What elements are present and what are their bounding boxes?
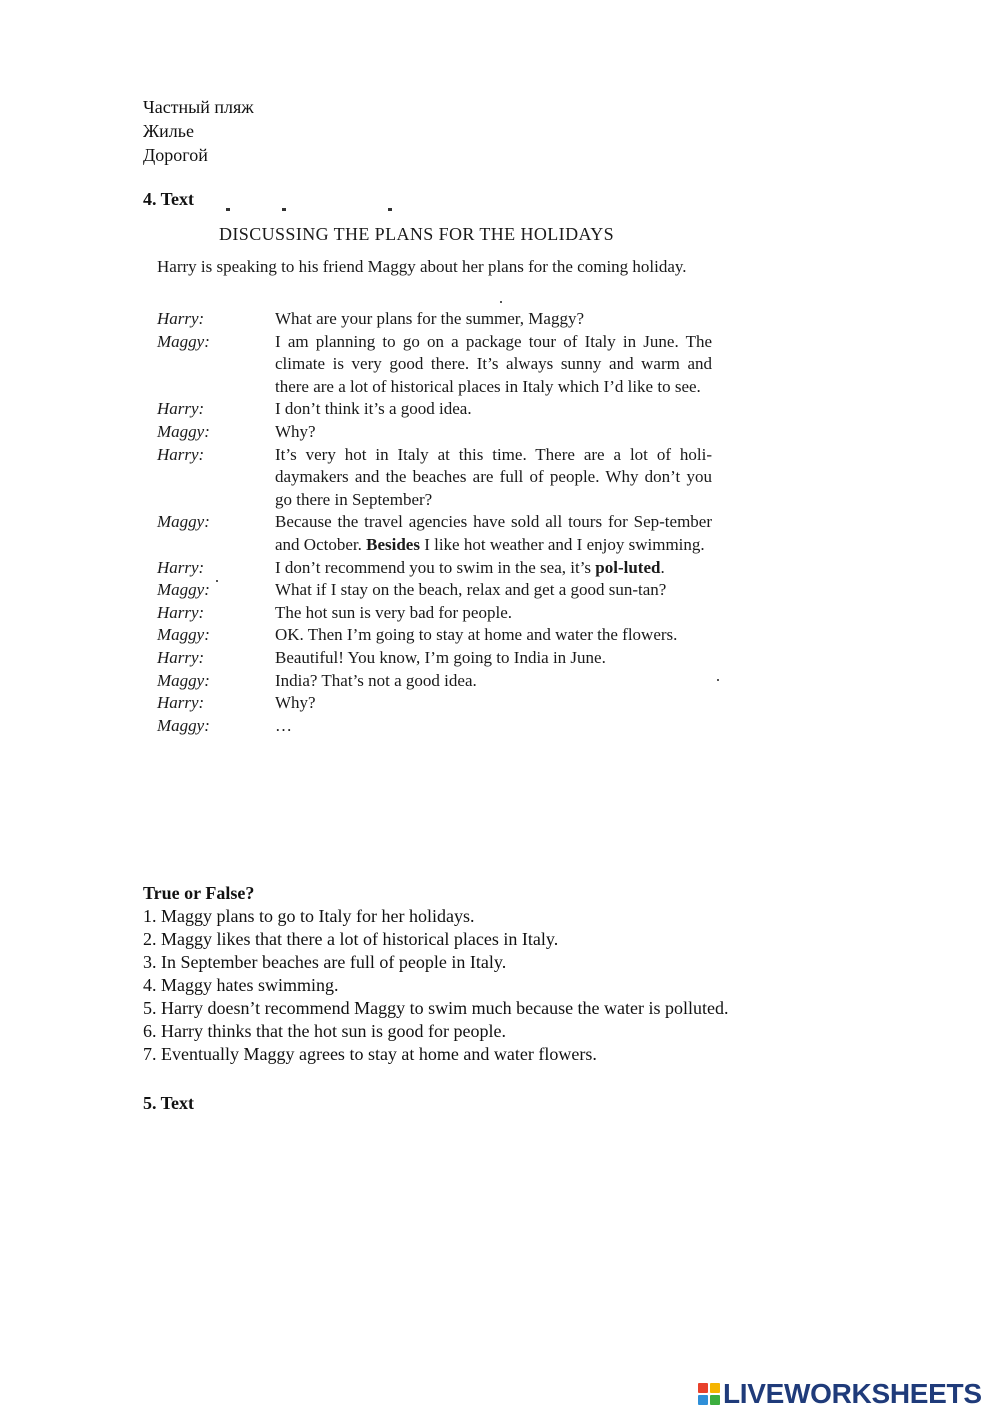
dialog-text: What if I stay on the beach, relax and get a good sun-tan? [275, 580, 667, 600]
dialog-turn [157, 624, 717, 647]
dialog-speaker: Maggy: [157, 331, 210, 351]
vocab-item: Дорогой [143, 145, 208, 165]
dialog-turn [157, 511, 717, 556]
true-false-item: 5. Harry doesn’t recommend Maggy to swim much because the water is polluted. [143, 998, 729, 1018]
dialog-turn [157, 715, 717, 738]
dialog-intro: Harry is speaking to his friend Maggy about her plans for the coming holiday. [157, 257, 687, 276]
dialog-text: … [275, 715, 292, 735]
dialog-text: I like hot weather and I enjoy swimming. [419, 534, 705, 554]
dialog-line [275, 398, 712, 421]
dialog-speaker: Maggy: [157, 421, 210, 441]
dialog-text: I don’t think it’s a good idea. [275, 399, 472, 419]
liveworksheets-logo [698, 1380, 982, 1408]
dialog-turn [157, 579, 717, 602]
dialog-text: Why? [275, 693, 316, 713]
dialog-turn [157, 444, 717, 512]
true-false-item: 7. Eventually Maggy agrees to stay at home and water flowers. [143, 1044, 597, 1064]
dialog-line [275, 511, 712, 556]
dialog-line [275, 444, 712, 512]
dialog-text: Why? [275, 421, 316, 441]
bold-word: pol-luted [595, 557, 661, 577]
dialog-turn [157, 308, 717, 331]
dialog-speaker: Maggy: [157, 625, 210, 645]
true-false-title: True or False? [143, 883, 255, 903]
dialog-text: It’s very hot in Italy at this time. There are a lot of holi-daymakers and the beaches are full of people. Why don’t you go there in September? [275, 444, 712, 509]
dialog-line [275, 692, 712, 715]
dialog-text: What are your plans for the summer, Maggy? [275, 309, 584, 328]
dialog-text: I am planning to go on a package tour of Italy in June. The climate is very good there. It’s always sunny and warm and there are a lot of historical places in Italy which I’d like to see. [275, 331, 712, 396]
dialog-line [275, 331, 712, 399]
logo-mark-icon [698, 1383, 720, 1405]
dialog-speaker: Harry: [157, 557, 205, 577]
dialog-speaker: Harry: [157, 647, 205, 667]
dialog-line [275, 624, 712, 647]
logo-square [698, 1383, 708, 1393]
dialog-speaker: Maggy: [157, 580, 210, 600]
vocab-item: Частный пляж [143, 97, 254, 117]
vocab-item: Жилье [143, 121, 194, 141]
dialog-line [275, 670, 712, 693]
dialog-speaker: Harry: [157, 309, 205, 328]
scan-speck [717, 679, 719, 681]
true-false-item: 2. Maggy likes that there a lot of historical places in Italy. [143, 929, 559, 949]
dialog-text: Because the travel agencies have sold all tours for Sep-tember and October. [275, 512, 712, 554]
dialog-turn [157, 421, 717, 444]
dialog-text: I don’t recommend you to swim in the sea, it’s [275, 557, 596, 577]
dialog-line [275, 308, 712, 331]
dialog-title: DISCUSSING THE PLANS FOR THE HOLIDAYS [219, 224, 615, 244]
dialog-line [275, 715, 712, 738]
section-5-heading: 5. Text [143, 1093, 195, 1113]
dialog-speaker: Harry: [157, 444, 205, 464]
dialog-line [275, 647, 712, 670]
dialog-speaker: Harry: [157, 399, 205, 419]
dialog-line [275, 557, 712, 580]
dialog-text: The hot sun is very bad for people. [275, 602, 512, 622]
bold-word: Besides [366, 534, 420, 554]
dialog-turn [157, 647, 717, 670]
true-false-list [143, 905, 729, 1066]
dialog-turn [157, 398, 717, 421]
dialog-speaker: Maggy: [157, 670, 210, 690]
dialog-turn [157, 557, 717, 580]
true-false-section [143, 882, 729, 1066]
dialog-text: Beautiful! You know, I’m going to India in June. [275, 647, 606, 667]
dialog-turn [157, 692, 717, 715]
dialog-text: OK. Then I’m going to stay at home and water the flowers. [275, 625, 678, 645]
logo-square [710, 1383, 720, 1393]
logo-square [710, 1395, 720, 1405]
scan-artifact [226, 208, 396, 212]
true-false-item: 1. Maggy plans to go to Italy for her holidays. [143, 906, 475, 926]
dialog-speaker: Harry: [157, 693, 205, 713]
scan-speck [216, 580, 218, 582]
dialog-text: . [660, 557, 665, 577]
dialog-speaker: Maggy: [157, 715, 210, 735]
dialog [157, 308, 717, 737]
dialog-turn [157, 331, 717, 399]
dialog-line [275, 579, 712, 602]
dialog-speaker: Maggy: [157, 512, 210, 532]
dialog-speaker: Harry: [157, 602, 205, 622]
dialog-text: India? That’s not a good idea. [275, 670, 477, 690]
true-false-item: 4. Maggy hates swimming. [143, 975, 339, 995]
dialog-turn [157, 670, 717, 693]
dialog-line [275, 421, 712, 444]
section-4-heading: 4. Text [143, 189, 195, 209]
true-false-item: 6. Harry thinks that the hot sun is good for people. [143, 1021, 506, 1041]
dialog-turn [157, 602, 717, 625]
logo-square [698, 1395, 708, 1405]
vocabulary-list [143, 95, 254, 167]
true-false-item: 3. In September beaches are full of people in Italy. [143, 952, 507, 972]
scan-speck [500, 301, 502, 303]
dialog-line [275, 602, 712, 625]
logo-text: LIVEWORKSHEETS [723, 1378, 982, 1409]
